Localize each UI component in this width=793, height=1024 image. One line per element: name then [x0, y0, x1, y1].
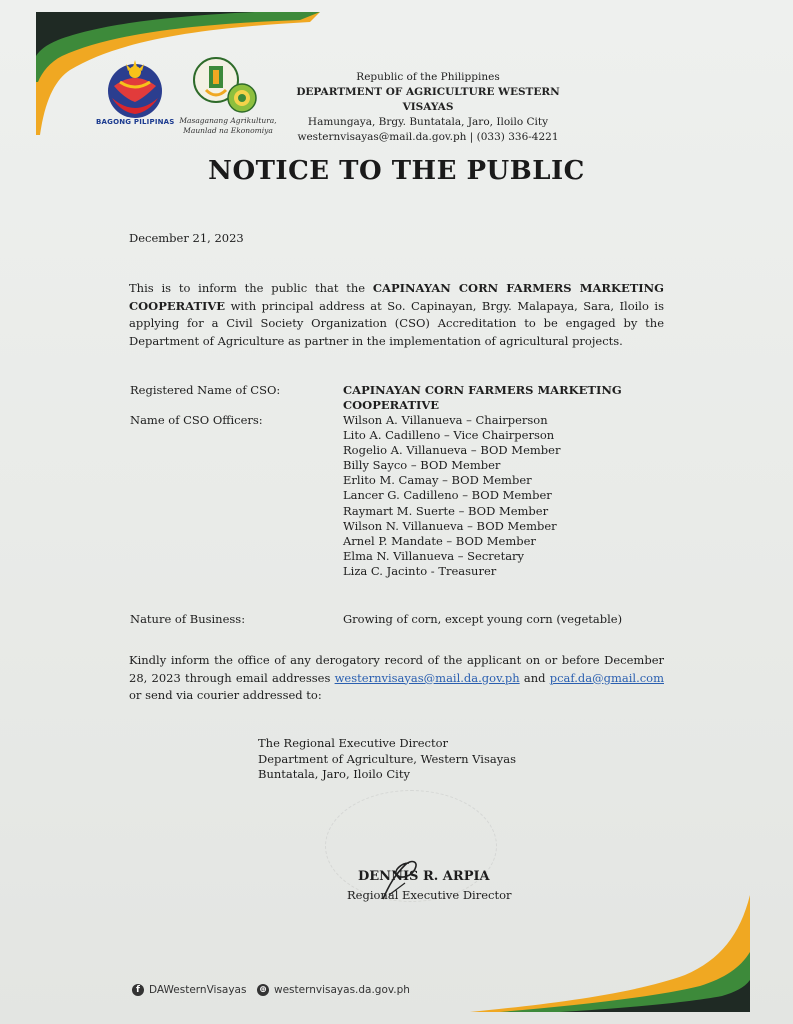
intro-before: This is to inform the public that the — [129, 281, 373, 295]
officer-item: Wilson N. Villanueva – BOD Member — [343, 518, 557, 533]
address-line3: Buntatala, Jaro, Iloilo City — [258, 767, 410, 781]
notice-date: December 21, 2023 — [129, 231, 244, 245]
republic-line: Republic of the Philippines — [356, 71, 500, 83]
registered-name-line2: COOPERATIVE — [343, 398, 440, 412]
tagline-line2: Maunlad na Ekonomiya — [183, 126, 273, 135]
office-contact: westernvisayas@mail.da.gov.ph | (033) 336-4221 — [297, 131, 559, 143]
footer-website[interactable] — [257, 984, 410, 996]
officer-item: Arnel P. Mandate – BOD Member — [343, 533, 536, 548]
closing-and: and — [519, 670, 550, 685]
email-link-pcaf[interactable]: pcaf.da@gmail.com — [549, 670, 664, 685]
signatory-title: Regional Executive Director — [347, 888, 512, 902]
footer-facebook[interactable] — [132, 984, 246, 996]
officer-item: Lancer G. Cadilleno – BOD Member — [343, 488, 552, 503]
tagline-line1: Masaganang Agrikultura, — [179, 116, 277, 125]
officer-item: Lito A. Cadilleno – Vice Chairperson — [343, 428, 555, 443]
officer-item: Erlito M. Camay – BOD Member — [343, 473, 532, 488]
officers-label: Name of CSO Officers: — [130, 413, 263, 427]
address-line2: Department of Agriculture, Western Visayas — [258, 751, 516, 766]
office-address: Hamungaya, Brgy. Buntatala, Jaro, Iloilo City — [307, 116, 549, 128]
officer-item: Billy Sayco – BOD Member — [343, 458, 501, 473]
facebook-handle: DAWesternVisayas — [149, 984, 247, 996]
email-link-western-visayas[interactable]: westernvisayas@mail.da.gov.ph — [334, 670, 520, 685]
page-title: NOTICE TO THE PUBLIC — [208, 156, 585, 186]
globe-icon: ⊕ — [257, 984, 269, 996]
registered-name-label: Registered Name of CSO: — [130, 383, 281, 397]
address-line1: The Regional Executive Director — [258, 736, 449, 750]
officer-item: Wilson A. Villanueva – Chairperson — [343, 413, 548, 427]
closing-text1: Kindly inform the office of any derogatory record of the applicant on or before December 28, 2023 through email addresses — [129, 653, 664, 685]
officers-list — [343, 413, 560, 579]
cooperative-name: CAPINAYAN CORN FARMERS MARKETING COOPERATIVE — [129, 281, 664, 313]
bagong-pilipinas-label: BAGONG PILIPINAS — [96, 118, 175, 126]
intro-paragraph — [129, 280, 664, 350]
department-name: DEPARTMENT OF AGRICULTURE WESTERN VISAYAS — [296, 86, 560, 113]
website-url: westernvisayas.da.gov.ph — [274, 984, 410, 996]
officer-item: Rogelio A. Villanueva – BOD Member — [343, 443, 561, 458]
officer-item: Raymart M. Suerte – BOD Member — [343, 503, 549, 518]
closing-text2: or send via courier addressed to: — [129, 688, 322, 702]
business-label: Nature of Business: — [130, 612, 246, 626]
bagong-pilipinas-logo — [104, 58, 166, 124]
closing-paragraph — [129, 652, 664, 705]
officer-item: Liza C. Jacinto - Treasurer — [343, 563, 497, 578]
officer-item: Elma N. Villanueva – Secretary — [343, 548, 525, 563]
facebook-icon: f — [132, 984, 144, 996]
business-value: Growing of corn, except young corn (vegetable) — [343, 612, 623, 626]
registered-name-value — [343, 383, 622, 413]
registered-name-line1: CAPINAYAN CORN FARMERS MARKETING — [343, 383, 622, 397]
letterhead — [287, 70, 569, 145]
recipient-address — [258, 736, 516, 783]
intro-after: with principal address at So. Capinayan, Brgy. Malapaya, Sara, Iloilo is applying for a Civil Society Organization (CSO) Accreditation to be engaged by the Department of Agriculture as partner in the implementation of agricultural projects. — [129, 298, 664, 348]
tagline — [178, 116, 278, 136]
signatory-name: DENNIS R. ARPIA — [358, 869, 490, 884]
signature-scribble-icon — [375, 855, 425, 905]
department-of-agriculture-seal-icon — [192, 56, 260, 118]
